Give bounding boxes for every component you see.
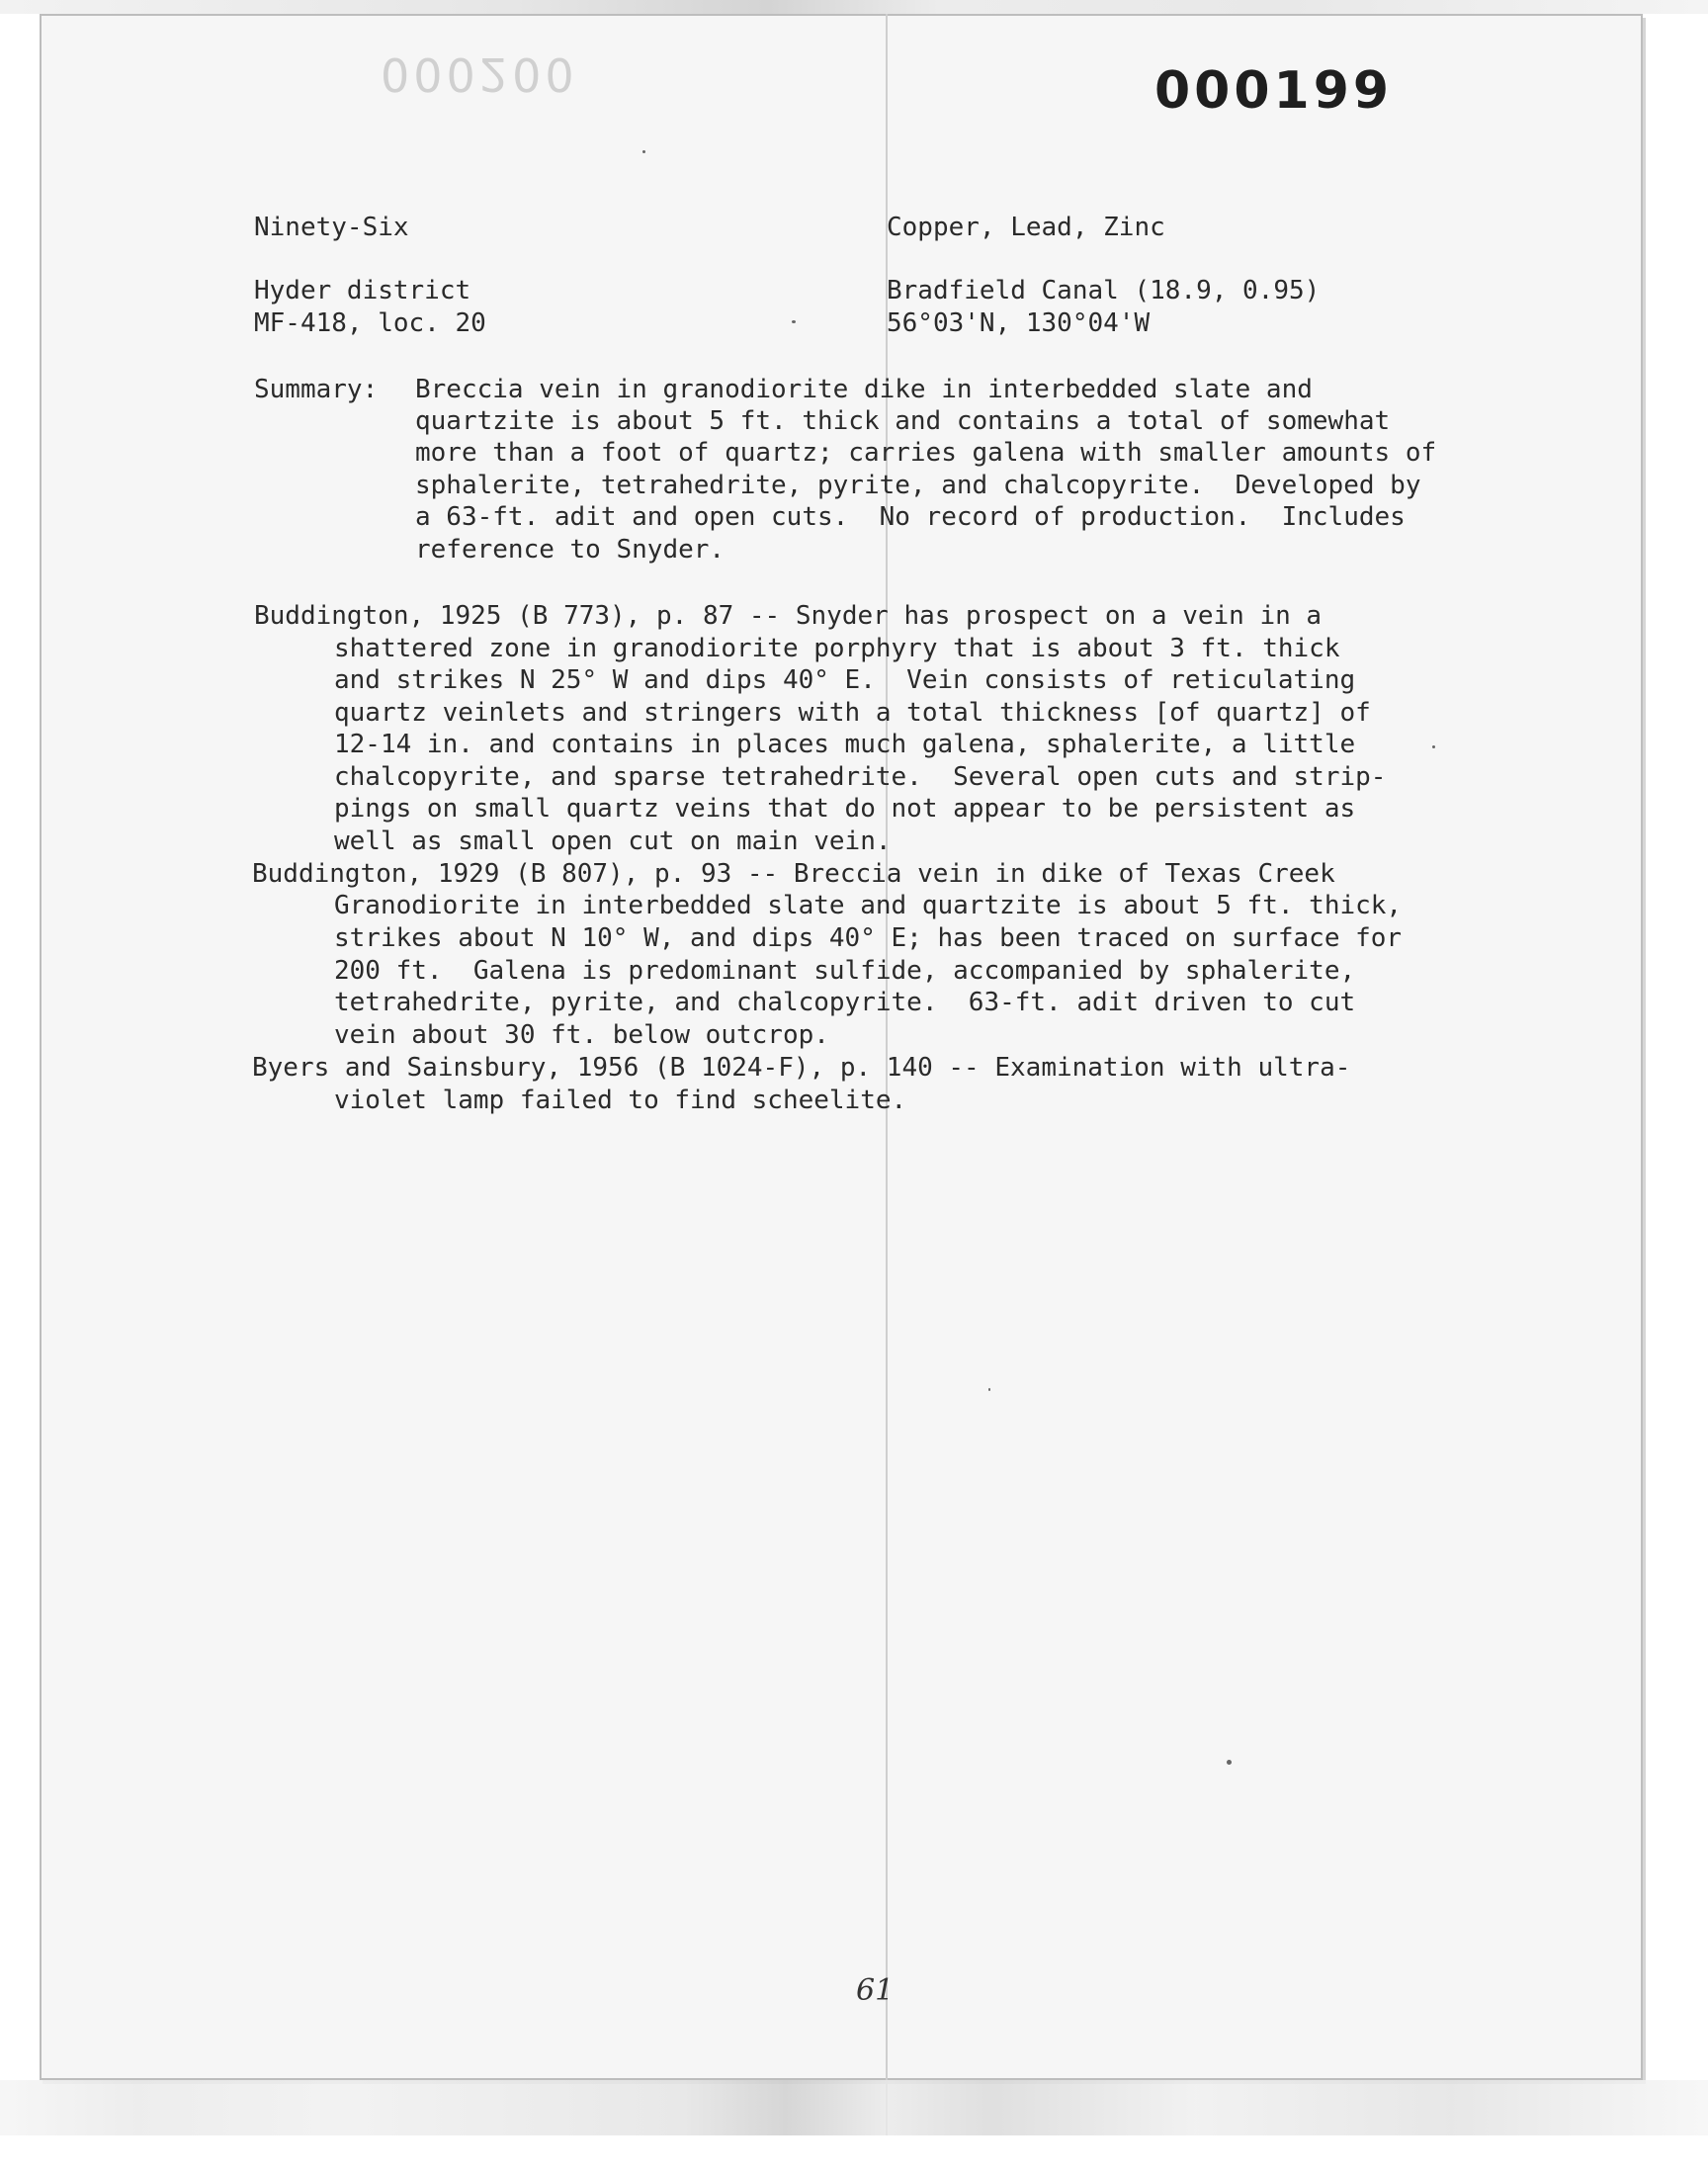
stamp-number: 000199 xyxy=(1154,61,1394,121)
reference-line: violet lamp failed to find scheelite. xyxy=(334,1086,907,1115)
reference-line: vein about 30 ft. below outcrop. xyxy=(334,1020,829,1050)
reference-line: 12-14 in. and contains in places much galena, sphalerite, a little xyxy=(334,730,1356,759)
scan-speck xyxy=(1432,745,1435,748)
map-reference: MF-418, loc. 20 xyxy=(254,308,486,338)
reference-line: strikes about N 10° W, and dips 40° E; has been traced on surface for xyxy=(334,923,1403,953)
summary-line: quartzite is about 5 ft. thick and contains a total of somewhat xyxy=(415,406,1391,436)
summary-line: Breccia vein in granodiorite dike in interbedded slate and xyxy=(415,375,1313,404)
quadrangle: Bradfield Canal (18.9, 0.95) xyxy=(887,276,1321,305)
scan-speck xyxy=(792,320,796,323)
reference-first-line: Byers and Sainsbury, 1956 (B 1024-F), p. 140 -- Examination with ultra- xyxy=(252,1053,1351,1083)
reference-line: chalcopyrite, and sparse tetrahedrite. Several open cuts and strip- xyxy=(334,762,1387,792)
reference-line: well as small open cut on main vein. xyxy=(334,826,892,856)
page-number: 61 xyxy=(856,1973,895,2008)
reference-line: Granodiorite in interbedded slate and quartzite is about 5 ft. thick, xyxy=(334,891,1403,920)
commodities: Copper, Lead, Zinc xyxy=(887,213,1165,242)
coordinates: 56°03'N, 130°04'W xyxy=(887,308,1151,338)
scan-edge-top xyxy=(0,0,1708,14)
scan-edge-bottom xyxy=(0,2080,1708,2135)
reference-first-line: Buddington, 1929 (B 807), p. 93 -- Breccia vein in dike of Texas Creek xyxy=(252,859,1335,889)
scan-speck xyxy=(642,150,645,153)
summary-label: Summary: xyxy=(254,375,379,404)
summary-line: a 63-ft. adit and open cuts. No record of production. Includes xyxy=(415,502,1406,532)
scan-speck xyxy=(1227,1760,1232,1765)
reference-line: tetrahedrite, pyrite, and chalcopyrite. 63-ft. adit driven to cut xyxy=(334,988,1356,1017)
reference-line: 200 ft. Galena is predominant sulfide, accompanied by sphalerite, xyxy=(334,956,1356,986)
prospect-name: Ninety-Six xyxy=(254,213,409,242)
ghost-stamp-number: 000200 xyxy=(381,47,578,101)
summary-line: more than a foot of quartz; carries galena with smaller amounts of xyxy=(415,438,1437,468)
district: Hyder district xyxy=(254,276,471,305)
scan-speck xyxy=(988,1388,990,1391)
summary-line: sphalerite, tetrahedrite, pyrite, and chalcopyrite. Developed by xyxy=(415,471,1421,500)
reference-line: quartz veinlets and stringers with a total thickness [of quartz] of xyxy=(334,698,1371,728)
reference-line: shattered zone in granodiorite porphyry that is about 3 ft. thick xyxy=(334,634,1340,663)
reference-line: and strikes N 25° W and dips 40° E. Vein consists of reticulating xyxy=(334,665,1356,695)
reference-line: pings on small quartz veins that do not appear to be persistent as xyxy=(334,794,1356,824)
reference-first-line: Buddington, 1925 (B 773), p. 87 -- Snyder has prospect on a vein in a xyxy=(254,601,1323,631)
summary-line: reference to Snyder. xyxy=(415,535,726,565)
